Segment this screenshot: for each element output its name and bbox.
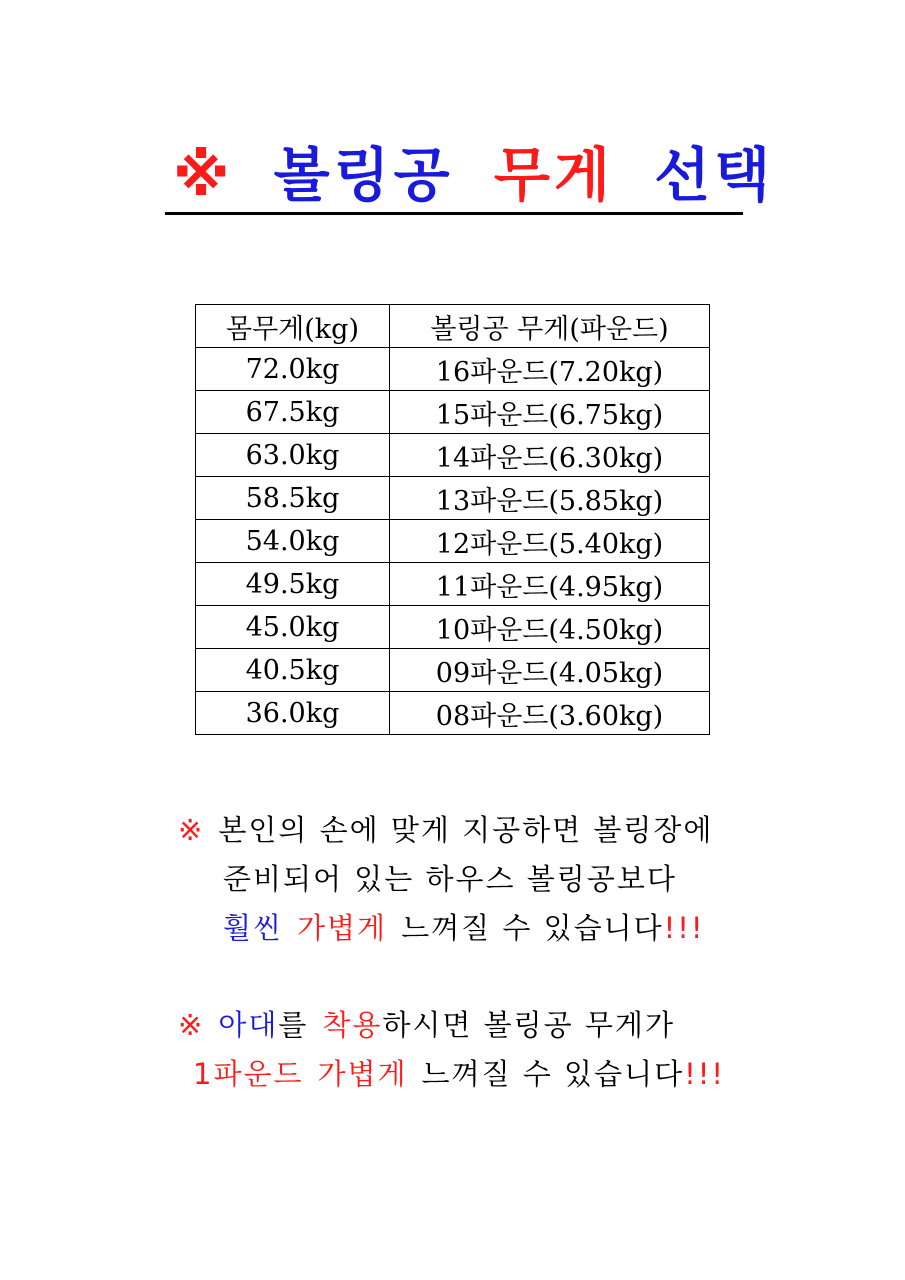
table-row [196,563,710,606]
title-weight: 무게 [493,141,614,209]
ball-weight-cell: 13파운드(5.85kg) [390,477,710,520]
table-row [196,649,710,692]
table-row [196,692,710,735]
body-weight-cell: 45.0kg [196,606,390,649]
ball-weight-cell: 08파운드(3.60kg) [390,692,710,735]
reference-mark-icon: ※ [178,813,205,847]
table-header-row [196,305,710,348]
title-selection: 선택 [654,141,775,209]
note-1-text-2: 준비되어 있는 하우스 볼링공보다 [223,862,677,896]
weight-table [195,304,710,735]
body-weight-cell: 63.0kg [196,434,390,477]
note-1-line-3 [223,906,705,950]
ball-weight-cell: 15파운드(6.75kg) [390,391,710,434]
body-weight-cell: 36.0kg [196,692,390,735]
reference-mark-icon: ※ [178,1008,205,1042]
table-row [196,606,710,649]
column-header-body-weight: 몸무게(kg) [196,305,390,348]
table-row [196,520,710,563]
note-2-one-pound: 1파운드 [193,1057,304,1091]
reference-mark-icon: ※ [173,141,234,209]
note-2-text: 하시면 볼링공 무게가 [382,1008,675,1042]
note-1-line-1 [178,808,713,852]
note-2-exclaim: !!! [684,1057,725,1091]
body-weight-cell: 40.5kg [196,649,390,692]
table-row [196,434,710,477]
note-2-wrist-support: 아대 [218,1008,279,1042]
ball-weight-cell: 12파운드(5.40kg) [390,520,710,563]
note-1-much: 훨씬 [223,911,284,945]
body-weight-cell: 58.5kg [196,477,390,520]
title-bowling-ball: 볼링공 [273,141,454,209]
note-1-feel: 느껴질 수 있습니다 [401,911,664,945]
note-2-feel: 느껴질 수 있습니다 [421,1057,685,1091]
ball-weight-cell: 10파운드(4.50kg) [390,606,710,649]
note-1-text-1: 본인의 손에 맞게 지공하면 볼링장에 [218,813,714,847]
note-1-exclaim: !!! [663,911,705,945]
page-title [165,138,775,215]
column-header-ball-weight: 볼링공 무게(파운드) [390,305,710,348]
table-row [196,348,710,391]
note-2-line-2 [193,1052,725,1096]
note-2-wear: 착용 [322,1008,383,1042]
ball-weight-cell: 11파운드(4.95kg) [390,563,710,606]
body-weight-cell: 67.5kg [196,391,390,434]
table-row [196,391,710,434]
body-weight-cell: 49.5kg [196,563,390,606]
body-weight-cell: 72.0kg [196,348,390,391]
note-2-lighter: 가볍게 [317,1057,408,1091]
note-1-line-2 [223,857,677,901]
table-row [196,477,710,520]
note-1-lighter: 가볍게 [297,911,388,945]
ball-weight-cell: 14파운드(6.30kg) [390,434,710,477]
body-weight-cell: 54.0kg [196,520,390,563]
ball-weight-cell: 09파운드(4.05kg) [390,649,710,692]
note-2-particle: 를 [278,1008,309,1042]
note-2-line-1 [178,1003,675,1047]
ball-weight-cell: 16파운드(7.20kg) [390,348,710,391]
